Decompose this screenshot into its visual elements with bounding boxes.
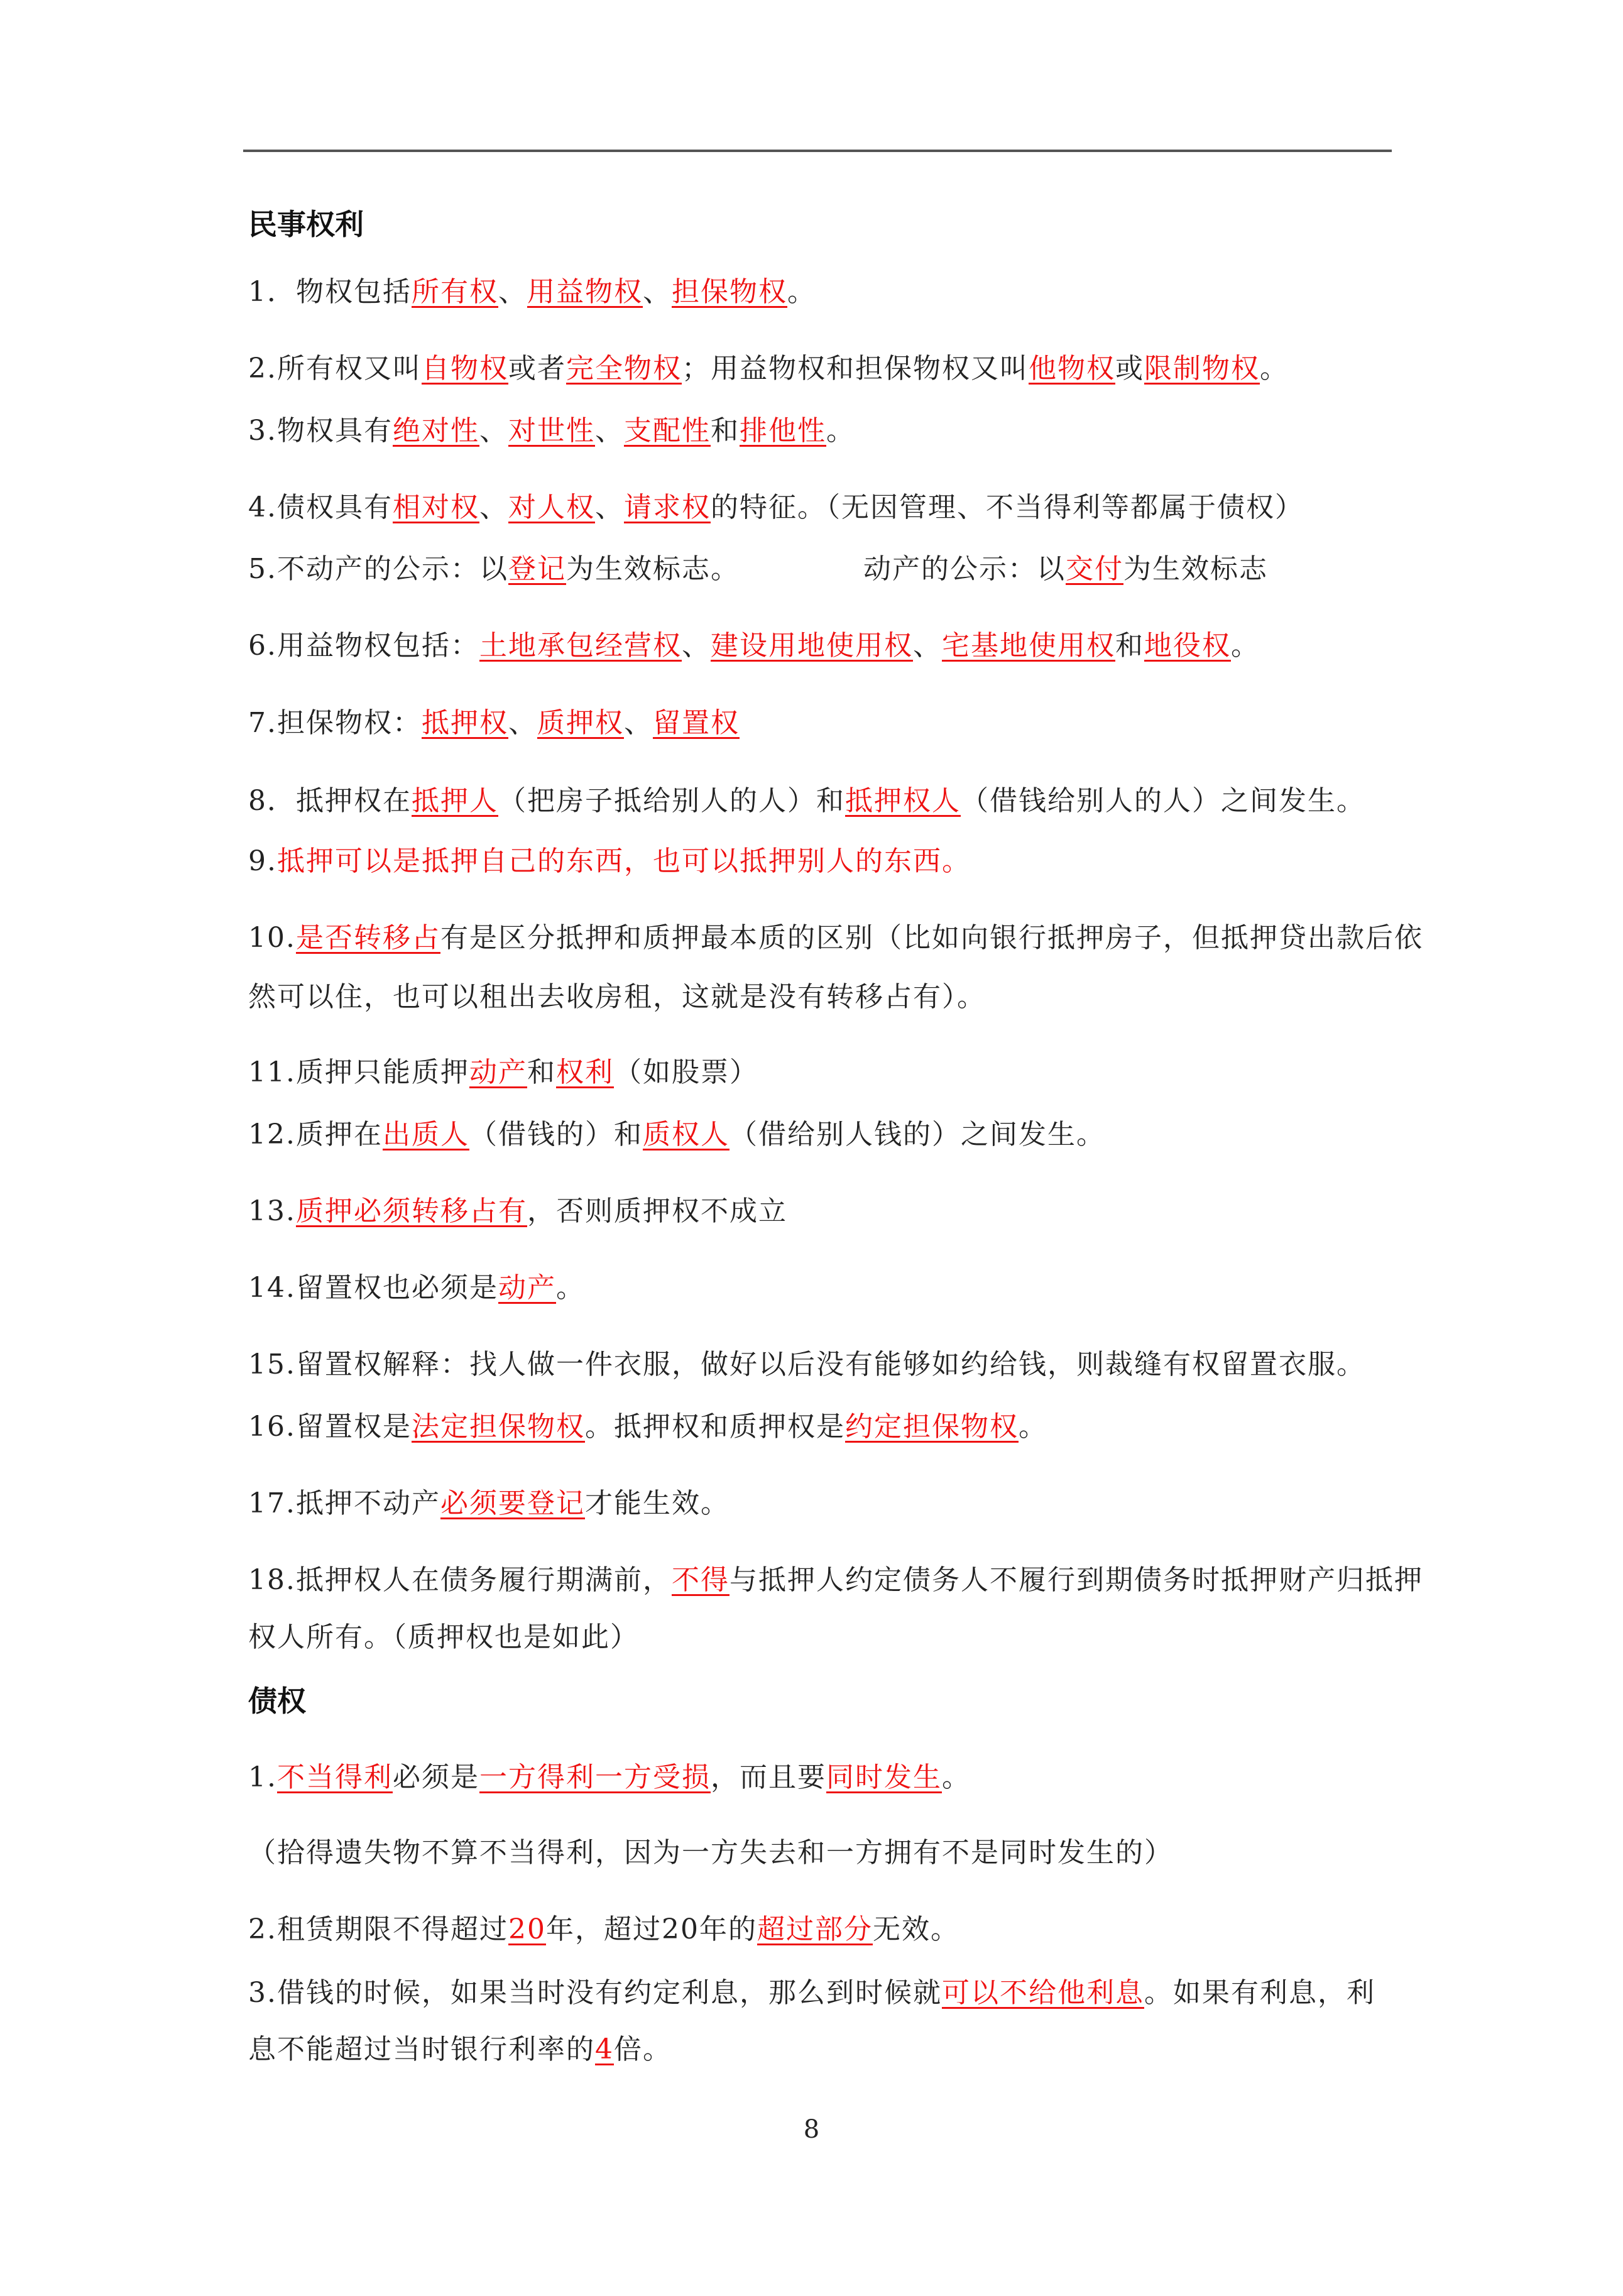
text-segment: 息不能超过当时银行利率的 <box>248 2033 595 2065</box>
text-segment: 7.担保物权： <box>248 707 422 739</box>
highlighted-term: 建设用地使用权 <box>710 630 913 662</box>
text-segment: 。抵押权和质押权是 <box>584 1411 845 1443</box>
text-segment: 然可以住，也可以租出去收房租，这就是没有转移占有）。 <box>248 981 986 1013</box>
text-segment: 必须是 <box>392 1761 479 1793</box>
text-segment: 1. <box>248 1761 277 1793</box>
section-heading <box>248 1682 306 1720</box>
highlighted-term: 同时发生 <box>826 1761 942 1793</box>
highlighted-term: 所有权 <box>412 276 498 308</box>
text-segment: 和 <box>710 415 740 447</box>
highlighted-term: 动产 <box>498 1272 556 1304</box>
text-segment: 权人所有。（质押权也是如此） <box>248 1621 639 1653</box>
document-line <box>248 2031 672 2069</box>
text-segment: 和 <box>1115 630 1144 662</box>
highlighted-term: 不当得利 <box>276 1761 393 1793</box>
text-segment: 13. <box>248 1195 296 1227</box>
document-line <box>248 489 1304 527</box>
document-line <box>248 1974 1375 2012</box>
text-segment: 的特征。（无因管理、不当得利等都属于债权） <box>710 491 1304 523</box>
highlighted-term: 抵押权人 <box>845 785 961 817</box>
highlighted-term: 请求权 <box>623 491 711 523</box>
text-segment: 、 <box>912 630 942 662</box>
text-segment: 、 <box>479 491 508 523</box>
text-segment: ，否则质押权不成立 <box>527 1195 787 1227</box>
document-line <box>248 978 986 1016</box>
document-line <box>248 1485 730 1522</box>
document-line <box>248 1408 1047 1446</box>
highlighted-term: 限制物权 <box>1144 353 1260 385</box>
text-segment: 有是区分抵押和质押最本质的区别（比如向银行抵押房子，但抵押贷出款后依 <box>440 922 1423 954</box>
text-segment: 8．抵押权在 <box>248 785 412 817</box>
text-segment: 9. <box>248 845 277 877</box>
highlighted-term: 自物权 <box>421 353 508 385</box>
document-line <box>248 627 1260 665</box>
highlighted-text: 抵押可以是抵押自己的东西，也可以抵押别人的东西。 <box>276 845 971 877</box>
highlighted-term: 用益物权 <box>527 276 643 308</box>
text-segment: 与抵押人约定债务人不履行到期债务时抵押财产归抵押 <box>729 1564 1423 1596</box>
highlighted-term: 4 <box>595 2033 614 2065</box>
highlighted-term: 担保物权 <box>672 276 787 308</box>
text-segment: 5.不动产的公示：以 <box>248 553 508 585</box>
text-segment: ，而且要 <box>710 1761 826 1793</box>
text-segment: 为生效标志 <box>1123 553 1268 585</box>
highlighted-term: 一方得利一方受损 <box>479 1761 711 1793</box>
text-segment: ；用益物权和担保物权又叫 <box>681 353 1029 385</box>
text-segment: 2.租赁期限不得超过 <box>248 1913 508 1945</box>
highlighted-term: 法定担保物权 <box>411 1411 585 1443</box>
text-segment: 民事权利 <box>248 207 364 241</box>
text-segment: 10. <box>248 922 296 954</box>
text-segment: 18.抵押权人在债务履行期满前， <box>248 1564 672 1596</box>
text-segment: 为生效标志。 <box>566 553 740 585</box>
highlighted-term: 对人权 <box>508 491 595 523</box>
document-line <box>863 550 1268 588</box>
document-line <box>248 1269 585 1307</box>
text-segment: 或者 <box>508 353 566 385</box>
text-segment: 。 <box>555 1272 585 1304</box>
highlighted-term: 动产 <box>469 1056 527 1088</box>
document-line <box>248 1619 639 1656</box>
document-line <box>248 1911 959 1949</box>
document-line <box>248 843 971 880</box>
text-segment: 、 <box>498 276 527 308</box>
highlighted-term: 质押权 <box>537 707 624 739</box>
text-segment: 和 <box>527 1056 556 1088</box>
document-line <box>248 1116 1105 1154</box>
highlighted-term: 支配性 <box>623 415 711 447</box>
text-segment: 6.用益物权包括： <box>248 630 479 662</box>
text-segment: 11.质押只能质押 <box>248 1056 469 1088</box>
text-segment: 、 <box>643 276 672 308</box>
text-segment: 15.留置权解释：找人做一件衣服，做好以后没有能够如约给钱，则裁缝有权留置衣服。 <box>248 1348 1365 1380</box>
highlighted-term: 质权人 <box>642 1118 730 1151</box>
text-segment: 16.留置权是 <box>248 1411 412 1443</box>
text-segment: 14.留置权也必须是 <box>248 1272 498 1304</box>
text-segment: 年，超过20年的 <box>545 1913 757 1945</box>
text-segment: 、 <box>594 491 624 523</box>
highlighted-term: 交付 <box>1066 553 1123 585</box>
page-number: 8 <box>803 2115 820 2144</box>
text-segment: 。 <box>1259 353 1289 385</box>
text-segment: 、 <box>594 415 624 447</box>
highlighted-term: 必须要登记 <box>440 1487 585 1519</box>
document-line <box>248 273 816 311</box>
document-line <box>248 350 1289 388</box>
highlighted-term: 权利 <box>555 1056 614 1088</box>
highlighted-term: 约定担保物权 <box>844 1411 1019 1443</box>
document-line <box>248 1054 758 1091</box>
document-line <box>248 704 740 742</box>
highlighted-term: 超过部分 <box>757 1913 873 1945</box>
highlighted-term: 质押必须转移占有 <box>295 1195 527 1227</box>
highlighted-term: 留置权 <box>652 707 740 739</box>
highlighted-term: 土地承包经营权 <box>479 630 682 662</box>
text-segment: 2.所有权又叫 <box>248 353 422 385</box>
text-segment: 12.质押在 <box>248 1118 383 1151</box>
header-rule <box>243 150 1392 152</box>
document-line <box>248 1346 1365 1384</box>
document-line <box>248 1759 971 1796</box>
text-segment: 4.债权具有 <box>248 491 393 523</box>
text-segment: 倍。 <box>614 2033 672 2065</box>
text-segment: 。 <box>1230 630 1260 662</box>
text-segment: 、 <box>508 707 537 739</box>
highlighted-term: 地役权 <box>1144 630 1231 662</box>
highlighted-term: 对世性 <box>508 415 595 447</box>
text-segment: 。 <box>941 1761 971 1793</box>
document-line <box>248 782 1365 820</box>
text-segment: （把房子抵给别人的人）和 <box>498 785 845 817</box>
text-segment: 3.物权具有 <box>248 415 393 447</box>
highlighted-term: 抵押权 <box>421 707 508 739</box>
text-segment: 、 <box>479 415 508 447</box>
highlighted-term: 抵押人 <box>412 785 498 817</box>
text-segment: （如股票） <box>613 1056 758 1088</box>
document-line <box>248 919 1423 957</box>
text-segment: 动产的公示：以 <box>863 553 1066 585</box>
text-segment: 。 <box>826 415 855 447</box>
section-heading <box>248 205 364 243</box>
document-line <box>248 1561 1423 1599</box>
highlighted-term: 他物权 <box>1028 353 1115 385</box>
text-segment: 债权 <box>248 1684 306 1718</box>
document-line <box>248 550 740 588</box>
highlighted-term: 登记 <box>508 553 566 585</box>
text-segment: 。如果有利息，利 <box>1144 1977 1375 2009</box>
text-segment: （拾得遗失物不算不当得利，因为一方失去和一方拥有不是同时发生的） <box>248 1837 1173 1869</box>
highlighted-term: 排他性 <box>739 415 826 447</box>
text-segment: （借钱给别人的人）之间发生。 <box>961 785 1365 817</box>
highlighted-term: 可以不给他利息 <box>941 1977 1144 2009</box>
highlighted-term: 完全物权 <box>566 353 682 385</box>
text-segment: （借钱的）和 <box>469 1118 643 1151</box>
highlighted-term: 不得 <box>671 1564 730 1596</box>
document-line <box>248 1193 787 1230</box>
text-segment: 3.借钱的时候，如果当时没有约定利息，那么到时候就 <box>248 1977 942 2009</box>
text-segment: 、 <box>623 707 653 739</box>
text-segment: （借给别人钱的）之间发生。 <box>729 1118 1105 1151</box>
highlighted-term: 宅基地使用权 <box>941 630 1115 662</box>
highlighted-term: 是否转移占 <box>295 922 440 954</box>
highlighted-term: 绝对性 <box>392 415 479 447</box>
highlighted-term: 出质人 <box>382 1118 469 1151</box>
highlighted-term: 20 <box>508 1913 546 1945</box>
text-segment: 或 <box>1115 353 1144 385</box>
document-line <box>248 412 855 450</box>
text-segment: 。 <box>1018 1411 1047 1443</box>
text-segment: 无效。 <box>872 1913 959 1945</box>
text-segment: 17.抵押不动产 <box>248 1487 440 1519</box>
highlighted-term: 相对权 <box>392 491 479 523</box>
text-segment: 才能生效。 <box>584 1487 730 1519</box>
text-segment: 1．物权包括 <box>248 276 412 308</box>
text-segment: 、 <box>681 630 711 662</box>
document-line <box>248 1834 1173 1872</box>
text-segment: 。 <box>787 276 816 308</box>
